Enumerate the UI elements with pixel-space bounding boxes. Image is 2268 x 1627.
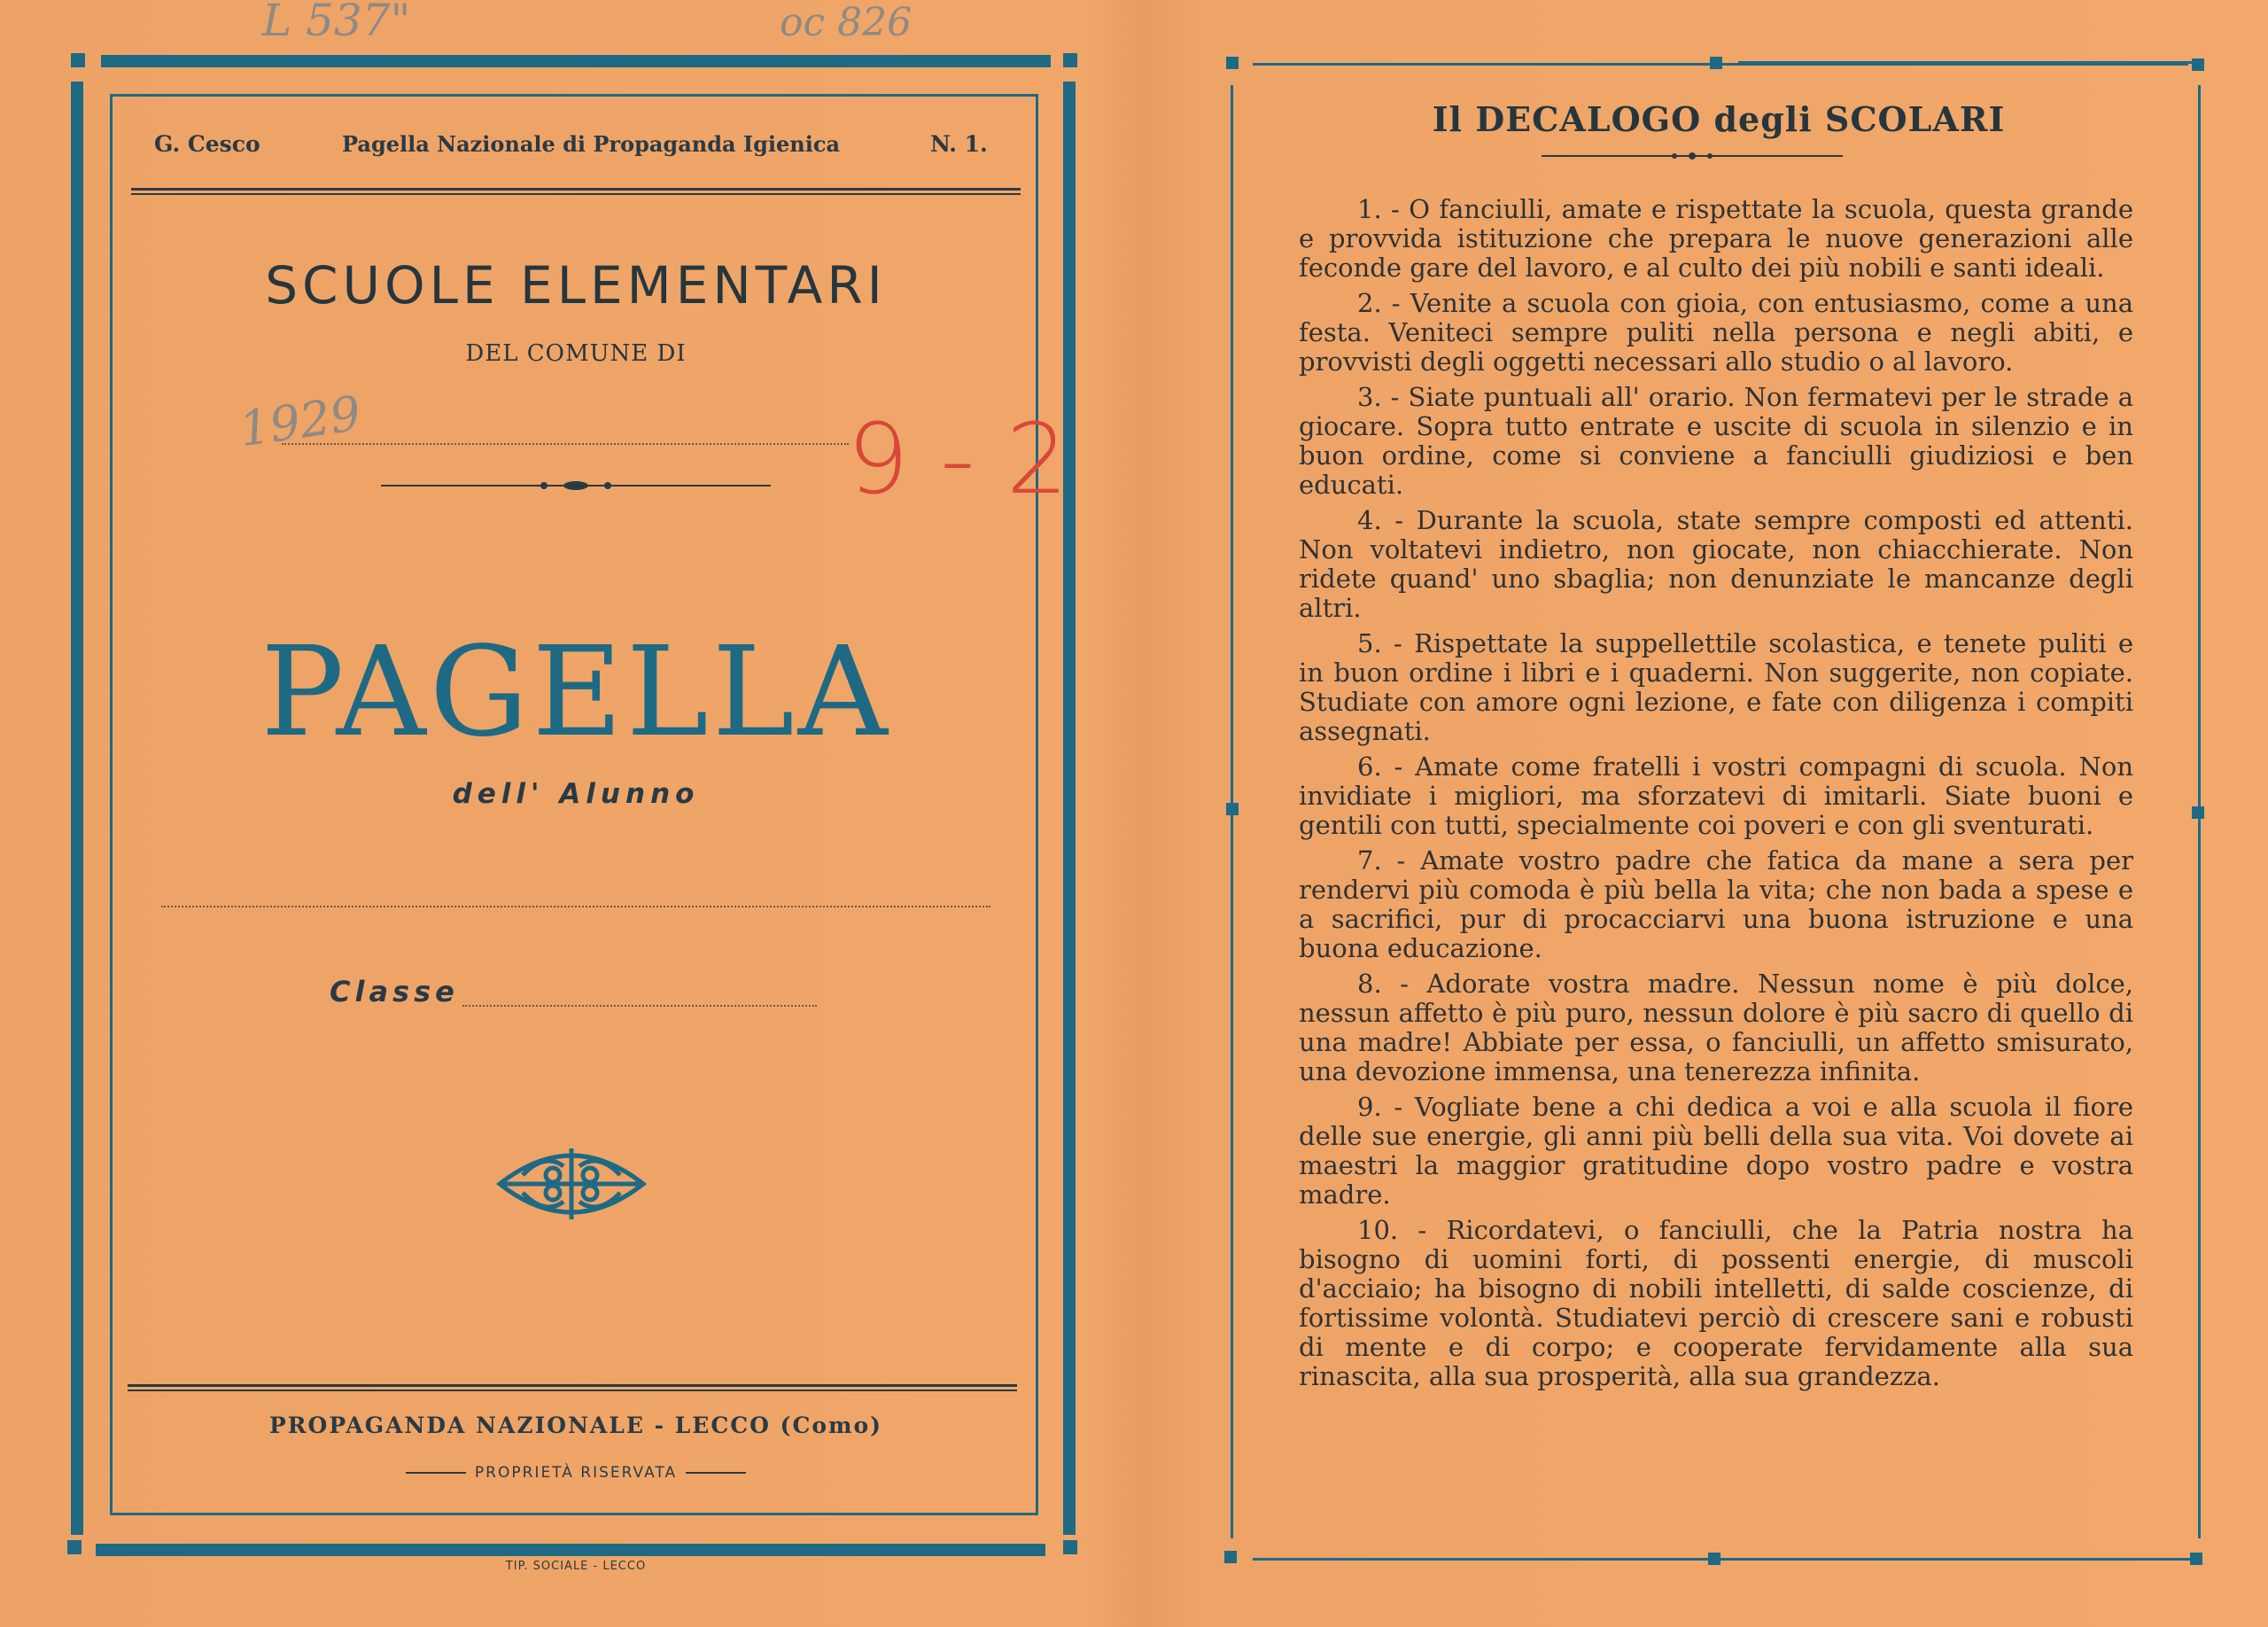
rule-item: 4. - Durante la scuola, state sempre composti ed attenti. Non voltatevi indietro, non giocate, non chiacchierate. Non ridete quand' uno sbaglia; non denunziate le mancanze degli altri. xyxy=(1299,505,2133,623)
ornament-divider xyxy=(381,475,771,496)
school-subtitle: DEL COMUNE DI xyxy=(465,340,687,367)
corner-ornament xyxy=(1710,57,1722,69)
printer-imprint: TIP. SOCIALE - LECCO xyxy=(505,1560,647,1573)
rule-item: 1. - O fanciulli, amate e rispettate la scuola, questa grande e provvida istituzione che prepara le nuove generazioni alle feconde gare del lavoro, e al culto dei più nobili e santi ideali. xyxy=(1299,194,2133,283)
red-handwritten-mark: 9 - 2 xyxy=(847,402,1068,516)
rights-notice xyxy=(177,1464,975,1482)
header-series: Pagella Nazionale di Propaganda Igienica xyxy=(342,131,841,157)
school-title: SCUOLE ELEMENTARI xyxy=(265,255,887,315)
decalogue-title: Il DECALOGO degli SCOLARI xyxy=(1432,99,2006,139)
page-border-bottom xyxy=(1253,1558,2197,1561)
rule-item: 2. - Venite a scuola con gioia, con entusiasmo, come a una festa. Veniteci sempre puliti nella persona e negli abiti, e provvisti degli oggetti necessari allo studio o al lavoro. xyxy=(1299,288,2133,377)
pencil-archive-mark-left: L 537" xyxy=(262,0,411,46)
header-number: N. 1. xyxy=(930,131,988,157)
corner-ornament xyxy=(71,53,85,67)
publisher: PROPAGANDA NAZIONALE - LECCO (Como) xyxy=(268,1413,882,1438)
rights-text: PROPRIETÀ RISERVATA xyxy=(474,1464,678,1482)
decalogue-rules xyxy=(1299,195,2133,1397)
rule-item: 9. - Vogliate bene a chi dedica a voi e alla scuola il fiore delle sue energie, gli anni più belli della sua vita. Voi dovete ai maestri la maggior gratitudine dopo vostro padre e vostra madre. xyxy=(1299,1092,2133,1210)
rule-item: 3. - Siate puntuali all' orario. Non fermatevi per le strade a giocare. Sopra tutto entrate e uscite di scuola in silenzio e in buon ordine, come si conviene a fanciulli giudiziosi e ben educati. xyxy=(1299,382,2133,500)
class-label: Classe xyxy=(330,975,459,1008)
comune-fill-line xyxy=(282,443,849,445)
corner-ornament xyxy=(2190,1553,2202,1565)
footer-double-rule xyxy=(128,1384,1017,1391)
class-fill-line xyxy=(462,1005,817,1007)
corner-ornament xyxy=(1063,1540,1077,1554)
cover-border-right xyxy=(1063,82,1076,1535)
corner-ornament xyxy=(1226,57,1239,69)
student-subtitle: dell' Alunno xyxy=(452,778,700,810)
cover-border-left xyxy=(71,82,83,1535)
corner-ornament xyxy=(2192,806,2204,819)
handwritten-year: 1929 xyxy=(236,385,365,458)
rule-item: 5. - Rispettate la suppellettile scolastica, e tenete puliti e in buon ordine i libri e i quaderni. Non suggerite, non copiate. Studiate con amore ogni lezione, e fate con diligenza i compiti assegnati. xyxy=(1299,628,2133,746)
title-ornament-divider xyxy=(1542,147,1843,165)
emblem-icon xyxy=(496,1140,647,1228)
corner-ornament xyxy=(1063,53,1077,67)
corner-ornament xyxy=(2192,58,2204,71)
rule-item: 10. - Ricordatevi, o fanciulli, che la Patria nostra ha bisogno di uomini forti, di possenti energie, di muscoli d'acciaio; ha bisogno di nobili intelletti, di salde coscienze, di fortissime volontà. Studiatevi perciò di crescere sani e robusti di mente e di corpo; e cooperate fervidamente alla sua rinascita, alla sua prosperità, alla sua grandezza. xyxy=(1299,1215,2133,1391)
page-border-top xyxy=(1738,61,2199,64)
corner-ornament xyxy=(1224,1551,1237,1563)
corner-ornament xyxy=(1226,803,1239,815)
main-title: PAGELLA xyxy=(260,620,891,765)
cover-border-bottom xyxy=(96,1544,1045,1556)
rule-item: 6. - Amate come fratelli i vostri compagni di scuola. Non invidiate i migliori, ma sforzatevi di imitarli. Siate buoni e gentili con tutti, specialmente coi poveri e con gli sventurati. xyxy=(1299,751,2133,840)
cover-border-top xyxy=(101,55,1051,67)
rule-item: 8. - Adorate vostra madre. Nessun nome è più dolce, nessun affetto è più puro, nessun dolore è più sacro di quello di una madre! Abbiate per essa, o fanciulli, un affetto smisurato, una devozione immensa, una tenerezza infinita. xyxy=(1299,969,2133,1086)
student-name-line xyxy=(161,906,990,907)
header-author: G. Cesco xyxy=(154,131,260,157)
header-double-rule xyxy=(131,188,1021,195)
corner-ornament xyxy=(1708,1553,1720,1565)
rule-item: 7. - Amate vostro padre che fatica da mane a sera per rendervi più comoda è più bella la vita; che non bada a spese e a sacrifici, pur di procacciarvi una buona istruzione e una buona educazione. xyxy=(1299,845,2133,963)
corner-ornament xyxy=(67,1540,82,1554)
pencil-archive-mark-right: oc 826 xyxy=(780,0,913,45)
